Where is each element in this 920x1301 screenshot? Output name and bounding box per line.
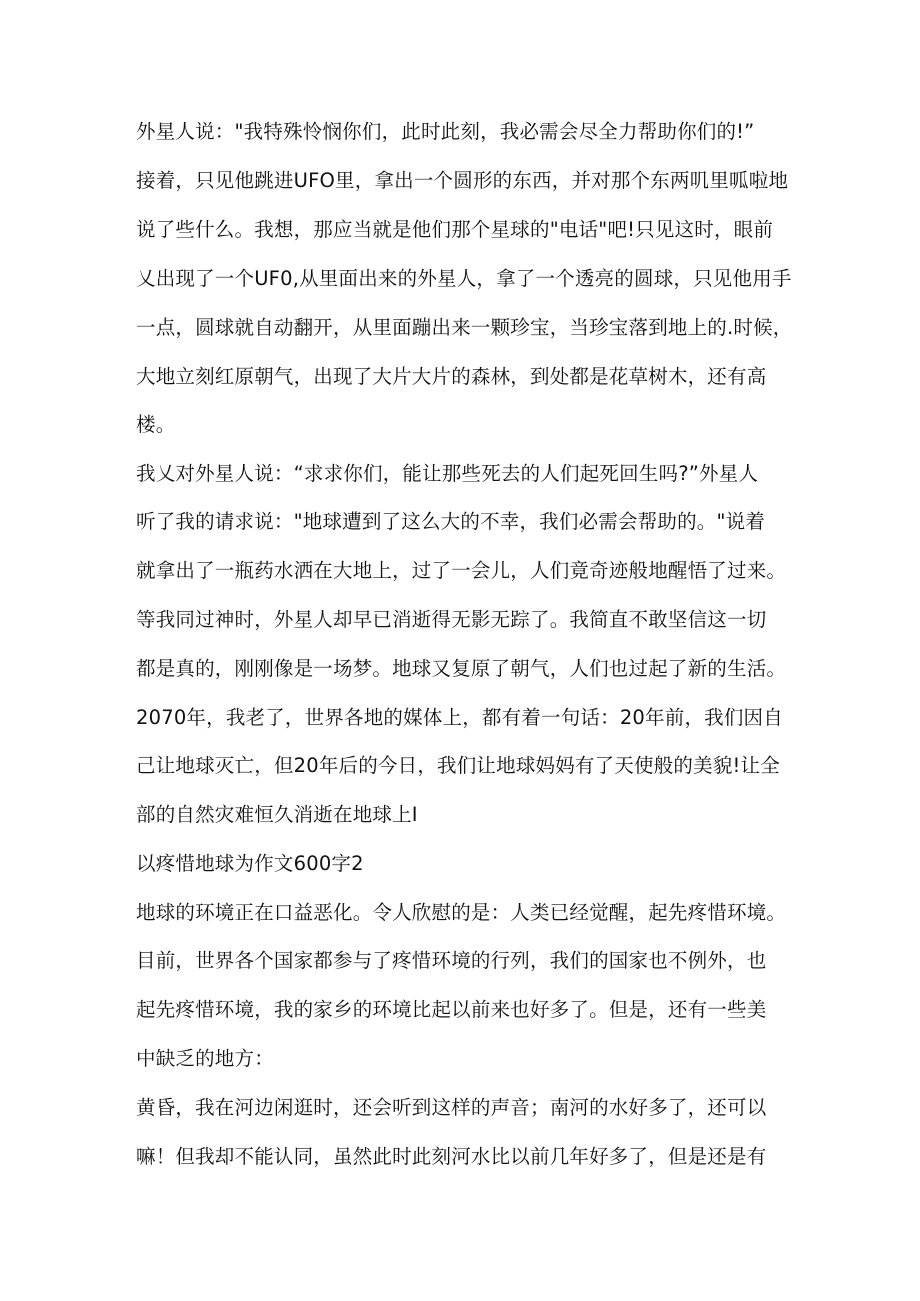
text-line: 乂出现了一个UF0,从里面出来的外星人，拿了一个透亮的圆球，只见他用手 [136, 267, 792, 290]
text-line: 一点，圆球就自动翻开，从里面蹦出来一颗珍宝，当珍宝落到地上的.时候， [136, 316, 793, 339]
text-line: 黄昏，我在河边闲逛时，还会听到这样的声音；南河的水好多了，还可以 [136, 1096, 767, 1119]
section-heading: 以疼惜地球为作文600字2 [136, 852, 364, 875]
text-line: 地球的环境正在口益恶化。令人欣慰的是：人类已经觉醒，起先疼惜环境。 [136, 901, 787, 924]
text-line: 起先疼惜环境，我的家乡的环境比起以前来也好多了。但是，还有一些美 [136, 998, 767, 1021]
text-line: 接着，只见他跳进UFO里，拿出一个圆形的东西，并对那个东两叽里呱啦地 [136, 169, 789, 192]
text-line: 我乂对外星人说：“求求你们，能让那些死去的人们起死回生吗?”外星人 [136, 462, 759, 485]
text-line: 中缺乏的地方： [136, 1047, 274, 1070]
text-line: 部的自然灾难恒久消逝在地球上I [136, 803, 418, 826]
text-line: 就拿出了一瓶药水洒在大地上，过了一会儿，人们竟奇迹般地醒悟了过来。 [136, 559, 787, 582]
text-line: 等我同过神时，外星人却早已消逝得无影无踪了。我简直不敢坚信这一切 [136, 608, 767, 631]
text-line: 2070年，我老了，世界各地的媒体上，都有着一句话：20年前，我们因自 [136, 706, 783, 729]
text-line: 都是真的，刚刚像是一场梦。地球又复原了朝气，人们也过起了新的生活。 [136, 657, 787, 680]
text-line: 听了我的请求说："地球遭到了这么大的不幸，我们必需会帮助的。"说着 [136, 510, 766, 533]
text-line: 己让地球灭亡，但20年后的今日，我们让地球妈妈有了天使般的美貌!让全 [136, 754, 780, 777]
text-line: 目前，世界各个国家都参与了疼惜环境的行列，我们的国家也不例外，也 [136, 949, 767, 972]
text-line: 大地立刻红原朝气，出现了大片大片的森林，到处都是花草树木，还有高 [136, 365, 767, 388]
text-line: 嘛！但我却不能认同，虽然此时此刻河水比以前几年好多了，但是还是有 [136, 1145, 767, 1168]
text-line: 外星人说："我特殊怜悯你们，此时此刻，我必需会尽全力帮助你们的!” [136, 120, 755, 143]
text-line: 说了些什么。我想，那应当就是他们那个星球的"电话"吧!只见这时，眼前 [136, 218, 774, 241]
text-line: 楼。 [136, 413, 176, 436]
